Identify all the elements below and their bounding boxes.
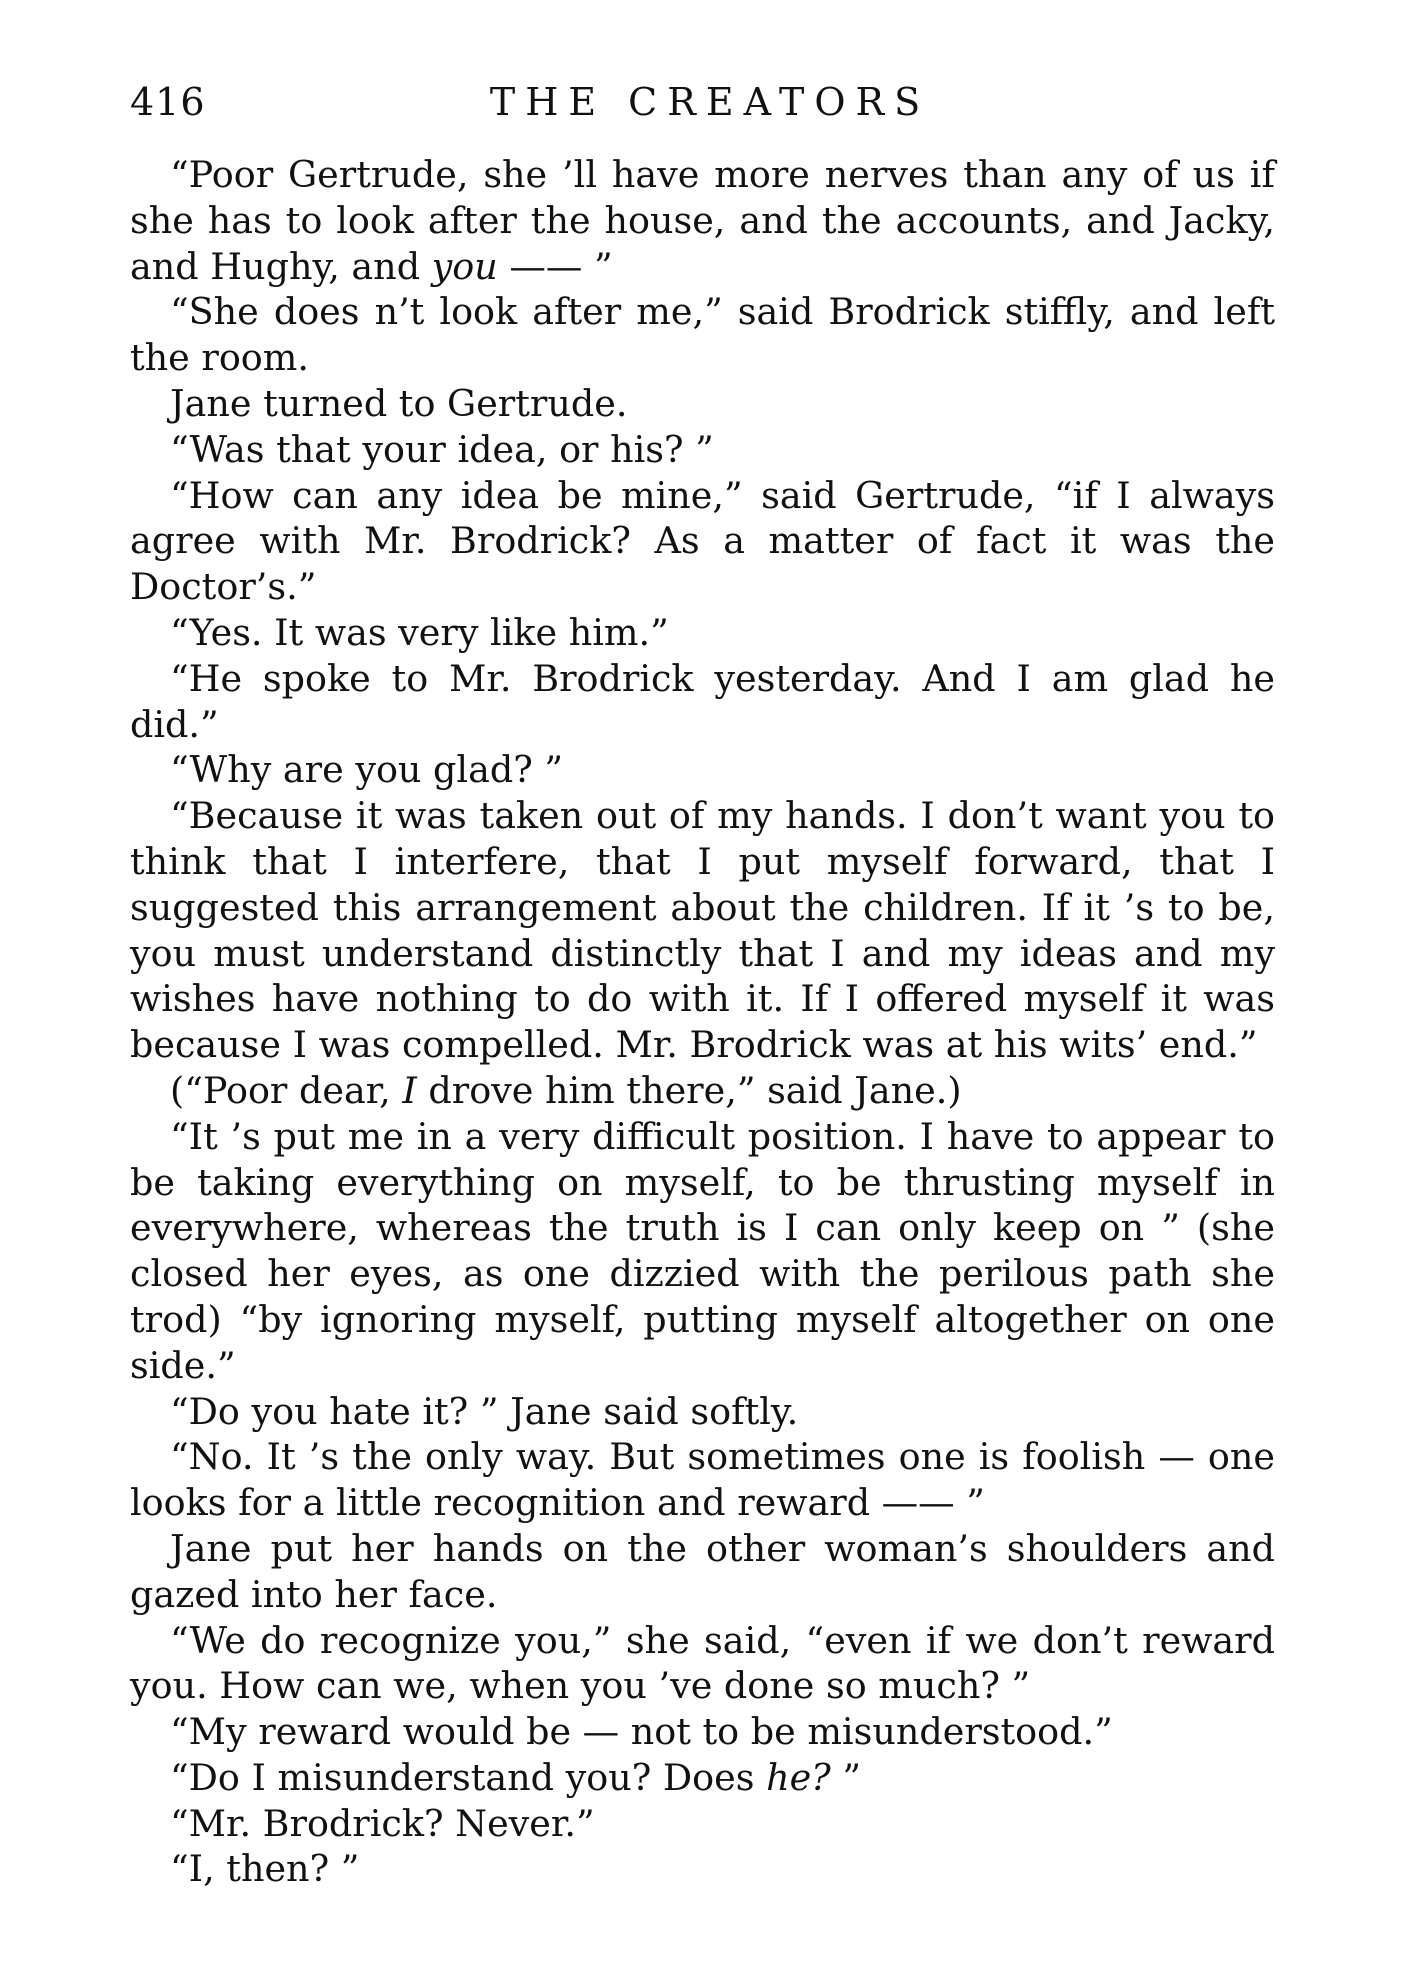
paragraph-text: drove him there,” said Jane.) (416, 1068, 962, 1112)
paragraph-text: “How can any idea be mine,” said Gertrude, “if I always agree with Mr. Brodrick? As a matter of fact it was the Doctor’s.” (130, 473, 1275, 609)
paragraph-text: —— ” (497, 244, 613, 288)
paragraph-12 (130, 1389, 1275, 1435)
paragraph-text: “No. It ’s the only way. But sometimes one is foolish — one looks for a little recognition and reward —— ” (130, 1435, 1275, 1525)
paragraph-1 (130, 152, 1275, 289)
paragraph-10 (130, 1068, 1275, 1114)
paragraph-5 (130, 473, 1275, 610)
paragraph-text: ” (830, 1755, 862, 1799)
paragraph-text: “We do recognize you,” she said, “even if we don’t reward you. How can we, when you ’ve done so much? ” (130, 1618, 1275, 1708)
paragraph-text: “Was that your idea, or his? ” (170, 427, 714, 471)
paragraph-text: “Do you hate it? ” Jane said softly. (170, 1389, 799, 1433)
paragraph-4 (130, 427, 1275, 473)
body-text (130, 152, 1275, 1892)
paragraph-7 (130, 656, 1275, 748)
paragraph-17 (130, 1755, 1275, 1801)
emphasis-text: he? (766, 1755, 831, 1799)
emphasis-text: I (402, 1068, 417, 1112)
paragraph-text: “I, then? ” (170, 1847, 360, 1891)
paragraph-15 (130, 1618, 1275, 1710)
paragraph-2 (130, 289, 1275, 381)
paragraph-16 (130, 1709, 1275, 1755)
paragraph-8 (130, 747, 1275, 793)
paragraph-text: “Poor Gertrude, she ’ll have more nerves than any of us if she has to look after the house, and the accounts, and Jacky, and Hughy, and (130, 153, 1275, 288)
paragraph-18 (130, 1801, 1275, 1847)
paragraph-19 (130, 1846, 1275, 1892)
paragraph-text: “She does n’t look after me,” said Brodrick stiffly, and left the room. (130, 290, 1275, 380)
emphasis-text: you (431, 244, 498, 288)
running-title: THE CREATORS (489, 80, 931, 124)
page-header (130, 72, 1290, 132)
paragraph-text: “Mr. Brodrick? Never.” (170, 1801, 595, 1845)
page-number: 416 (130, 80, 206, 124)
paragraph-13 (130, 1434, 1275, 1526)
paragraph-text: Jane put her hands on the other woman’s shoulders and gazed into her face. (130, 1526, 1275, 1616)
paragraph-text: (“Poor dear, (170, 1068, 403, 1112)
paragraph-text: Jane turned to Gertrude. (170, 381, 628, 425)
paragraph-text: “He spoke to Mr. Brodrick yesterday. And I am glad he did.” (130, 656, 1275, 746)
paragraph-text: “Because it was taken out of my hands. I don’t want you to think that I interfere, that I put myself forward, that I suggested this arrangement about the children. If it ’s to be, you must understand distinctly that I and my ideas and my wishes have nothing to do with it. If I offered myself it was because I was compelled. Mr. Brodrick was at his wits’ end.” (130, 794, 1275, 1067)
paragraph-11 (130, 1114, 1275, 1389)
paragraph-6 (130, 610, 1275, 656)
paragraph-9 (130, 793, 1275, 1068)
paragraph-text: “It ’s put me in a very difficult position. I have to appear to be taking everything on myself, to be thrusting myself in everywhere, whereas the truth is I can only keep on ” (she closed her eyes, as one dizzied with the perilous path she trod) “by ignoring myself, putting myself altogether on one side.” (130, 1114, 1275, 1387)
paragraph-text: “Why are you glad? ” (170, 748, 564, 792)
paragraph-3 (130, 381, 1275, 427)
paragraph-text: “Do I misunderstand you? Does (170, 1755, 767, 1799)
paragraph-text: “Yes. It was very like him.” (170, 610, 669, 654)
paragraph-text: “My reward would be — not to be misunderstood.” (170, 1710, 1113, 1754)
paragraph-14 (130, 1526, 1275, 1618)
